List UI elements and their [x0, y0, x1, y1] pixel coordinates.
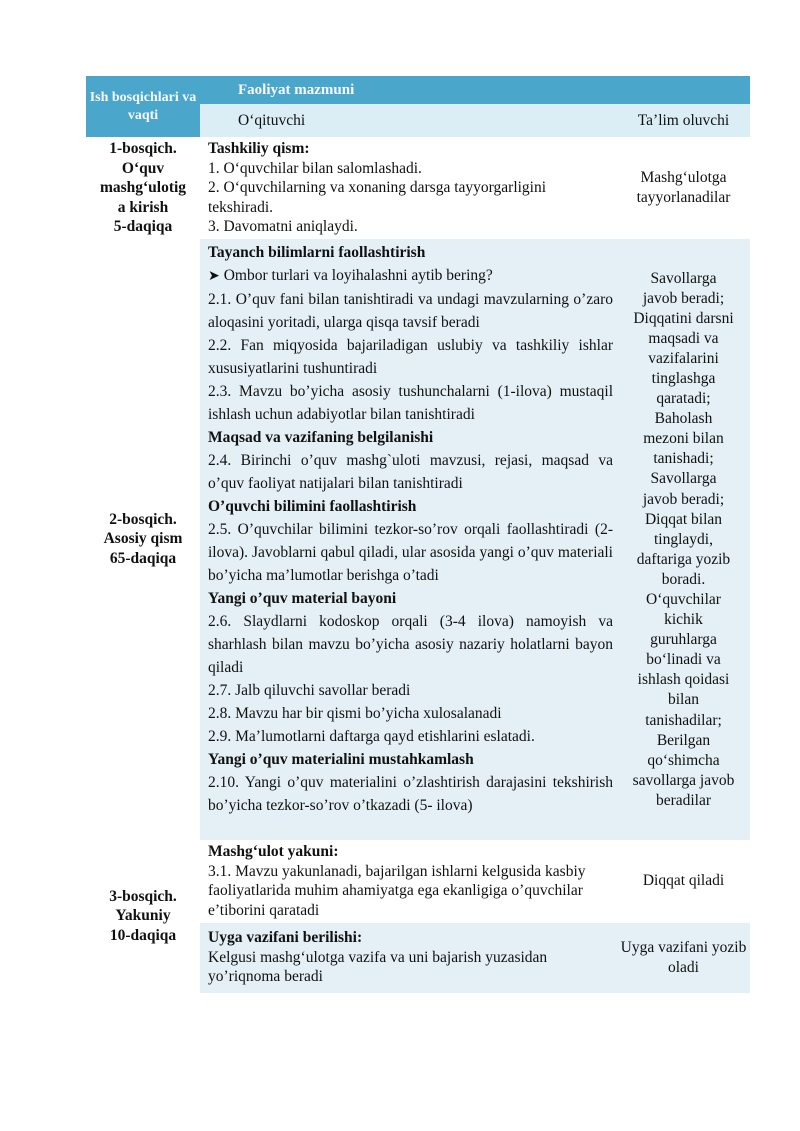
stage-3-label: [86, 840, 200, 993]
arrow-bullet-icon: ➤: [208, 268, 220, 284]
stage-2-item: 2.10. Yangi o’quv materialini o’zlashtirish darajasini tekshirish bo’yicha tezkor-so’rov o’tkazadi (5- ilova): [208, 773, 613, 814]
stage-1-item: 1. O‘quvchilar bilan salomlashadi.: [208, 159, 422, 177]
stage-2-student-line: boradi.: [661, 570, 706, 588]
stage-2-section-title: Maqsad va vazifaning belgilanishi: [208, 428, 434, 446]
stage-1-label-line: 5-daqiqa: [113, 218, 173, 235]
stage-2-student-lines: [619, 269, 748, 812]
stage-2-student-line: javob beradi;: [642, 289, 725, 307]
stage-2-student-line: beradilar: [655, 791, 712, 809]
stage-1-label-line: 1-bosqich.: [109, 140, 177, 157]
stage-2-student-line: guruhlarga: [650, 631, 717, 649]
stage-2-student-line: Berilgan: [656, 731, 711, 749]
stage-2-item: 2.8. Mavzu har bir qismi bo’yicha xulosalanadi: [208, 704, 502, 722]
stage-row-3a: [86, 840, 750, 923]
stage-1-student-cell: [617, 137, 750, 239]
header-row: [86, 76, 750, 104]
stage-2-bullet-item: [208, 264, 613, 288]
stage-1-label-line: mashg‘ulotig: [99, 179, 187, 196]
stage-2-section-title: Tayanch bilimlarni faollashtirish: [208, 243, 426, 261]
stage-2-label-line: Asosiy qism: [103, 530, 183, 548]
stage-3-part-2-student: [617, 923, 750, 993]
lesson-plan-table: [86, 76, 750, 993]
stage-2-student-line: savollarga javob: [632, 771, 735, 789]
stage-1-label: [86, 137, 200, 239]
stage-2-student-line: Savollarga: [650, 470, 717, 488]
stage-1-item: 2. O‘quvchilarning va xonaning darsga tayyorgarligini tekshiradi.: [208, 179, 547, 216]
stage-3-part-1-title: Mashg‘ulot yakuni:: [208, 843, 339, 860]
stage-2-label: [86, 239, 200, 840]
stage-row-1: [86, 137, 750, 239]
subheader-student-cell: [617, 104, 750, 137]
stage-3-part-1-teacher: [200, 840, 617, 923]
subheader-teacher-label: O‘qituvchi: [238, 111, 306, 129]
stage-2-item: 2.6. Slaydlarni kodoskop orqali (3-4 ilova) namoyish va sharhlash bilan mavzu bo’yicha asosiy nazariy holatlarni bayon qiladi: [208, 612, 613, 676]
stage-2-student-line: mezoni bilan: [643, 430, 724, 448]
stage-2-item: 2.2. Fan miqyosida bajariladigan uslubiy va tashkiliy ishlar xususiyatlarini tushuntiradi: [208, 336, 613, 377]
stage-2-student-line: maqsadi va: [648, 329, 719, 347]
stage-2-student-cell: [617, 239, 750, 840]
stage-1-student-text: Mashg‘ulotga tayyorlanadilar: [636, 169, 731, 206]
header-stage-label: Ish bosqichlari va vaqti: [89, 89, 197, 123]
stage-3-label-line: Yakuniy: [115, 907, 171, 925]
subheader-teacher-cell: [200, 104, 617, 137]
stage-2-item: 2.5. O’quvchilar bilimini tezkor-so’rov orqali faollashtiradi (2- ilova). Javoblarni qabul qiladi, ular asosida yangi o’quv materiali bo’yicha ma’lumotlar berishga o’tadi: [208, 520, 613, 584]
stage-1-title: Tashkiliy qism:: [208, 140, 310, 157]
stage-2-item: 2.9. Ma’lumotlarni daftarga qayd etishlarini eslatadi.: [208, 727, 535, 745]
stage-3-part-1-text: 3.1. Mavzu yakunlanadi, bajarilgan ishlarni kelgusida kasbiy faoliyatlarida muhim ahamiyatga ega ekanligiga o’quvchilar e’tiborini qaratadi: [208, 862, 586, 919]
stage-2-label-line: 65-daqiqa: [109, 549, 177, 567]
stage-2-student-line: Savollarga: [650, 269, 717, 287]
subheader-student-label: Ta’lim oluvchi: [637, 111, 730, 129]
stage-2-student-line: bo‘linadi va: [646, 651, 721, 669]
stage-2-student-line: O‘quvchilar: [646, 591, 721, 608]
stage-2-item: 2.7. Jalb qiluvchi savollar beradi: [208, 681, 411, 699]
stage-2-student-line: Diqqatini darsni: [633, 309, 734, 327]
stage-2-student-line: qaratadi;: [656, 390, 711, 408]
header-stage-cell: [86, 76, 200, 137]
stage-2-student-line: Baholash: [654, 410, 713, 428]
header-activity-cell: [200, 76, 750, 104]
stage-3-part-2-title: Uyga vazifani berilishi:: [208, 929, 363, 947]
stage-2-section-title: Yangi o’quv materialini mustahkamlash: [208, 750, 474, 768]
stage-2-student-line: javob beradi;: [642, 490, 725, 508]
stage-1-label-line: O‘quv: [121, 159, 165, 177]
stage-2-student-line: ishlash qoidasi: [637, 671, 730, 689]
stage-2-student-line: tanishadi;: [653, 450, 714, 468]
stage-1-label-line: a kirish: [117, 198, 169, 216]
stage-3-part-1-student: [617, 840, 750, 923]
stage-3-label-line: 10-daqiqa: [109, 926, 177, 944]
stage-2-student-line: qo‘shimcha: [647, 751, 720, 769]
header-activity-label: Faoliyat mazmuni: [238, 81, 355, 98]
stage-2-sections: [208, 241, 613, 817]
stage-3-label-line: 3-bosqich.: [109, 887, 177, 905]
stage-3-part-2-text: Kelgusi mashg‘ulotga vazifa va uni bajarish yuzasidan yo’riqnoma beradi: [208, 948, 548, 986]
stage-row-2: [86, 239, 750, 840]
stage-3-part-2-teacher: [200, 923, 617, 993]
stage-2-section-title: O’quvchi bilimini faollashtirish: [208, 497, 417, 515]
stage-2-item: 2.1. O’quv fani bilan tanishtiradi va undagi mavzularning o’zaro aloqasini yoritadi, ularga qisqa tavsif beradi: [208, 290, 613, 331]
stage-1-item: 3. Davomatni aniqlaydi.: [208, 218, 358, 235]
stage-2-item: 2.3. Mavzu bo’yicha asosiy tushunchalarni (1-ilova) mustaqil ishlash uchun adabiyotlar bilan tanishtiradi: [208, 382, 613, 423]
stage-2-student-line: vazifalarini: [648, 349, 719, 367]
stage-2-student-line: kichik: [664, 611, 703, 629]
stage-2-teacher-cell: [200, 239, 617, 840]
stage-2-label-line: 2-bosqich.: [109, 510, 177, 528]
stage-3-part-2-student-text: Uyga vazifani yozib oladi: [620, 939, 747, 976]
stage-2-student-line: bilan: [668, 691, 699, 709]
stage-2-student-line: daftariga yozib: [636, 550, 731, 568]
stage-2-student-line: Diqqat bilan: [644, 510, 723, 528]
stage-2-bullet-text: Ombor turlari va loyihalashni aytib bering?: [223, 266, 493, 284]
stage-2-section-title: Yangi o’quv material bayoni: [208, 589, 397, 607]
stage-2-student-line: tinglashga: [651, 369, 716, 387]
stage-1-teacher-cell: [200, 137, 617, 239]
stage-2-student-line: tanishadilar;: [645, 711, 722, 729]
stage-3-part-1-student-text: Diqqat qiladi: [642, 872, 725, 890]
stage-2-item: 2.4. Birinchi o’quv mashg`uloti mavzusi, rejasi, maqsad va o’quv faoliyat natijalari bilan tanishtiradi: [208, 451, 613, 492]
stage-2-student-line: tinglaydi,: [654, 530, 713, 548]
